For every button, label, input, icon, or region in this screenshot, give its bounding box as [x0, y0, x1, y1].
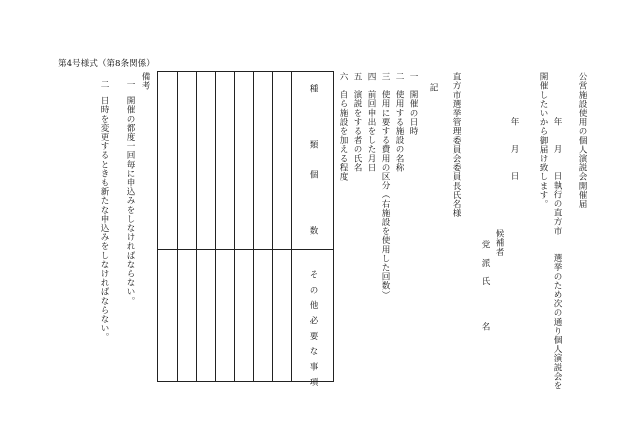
- item-number: 三: [380, 72, 390, 82]
- equipment-table: [157, 71, 334, 388]
- header-count: 個 数: [308, 170, 318, 245]
- form-number: 第4号様式（第8条関係）: [58, 59, 155, 69]
- item-text: 自ら施設を加える程度: [338, 90, 348, 181]
- item-text: 開催の日時: [408, 90, 418, 136]
- addressee: 直方市選挙管理委員会委員長氏名様: [451, 72, 461, 218]
- table-divider: [196, 72, 197, 381]
- body-line-1: 年 月 日執行の直方市 選挙のため次の通り個人演説会を: [552, 117, 562, 390]
- header-other: そ の 他 必 要 な 事 項: [308, 270, 318, 388]
- item-number: 五: [352, 72, 362, 82]
- table-divider: [177, 72, 178, 381]
- item-number: 六: [338, 72, 348, 82]
- header-type: 種 類: [308, 84, 318, 159]
- remark-text: 日時を変更するときも新たな申込みをしなければならない。: [99, 96, 109, 342]
- table-divider: [215, 72, 216, 381]
- remark-text: 開催の都度一回毎に申込みをしなければならない。: [125, 96, 135, 306]
- document-title: 公営施設使用の個人演説会開催届: [577, 72, 587, 209]
- body-line-2: 開催したいから御届け致します。: [538, 72, 548, 209]
- item-text: 前回申出をした月日: [366, 90, 376, 172]
- remark-number: 一: [125, 80, 135, 90]
- item-text: 使用する施設の名称: [394, 90, 404, 172]
- item-text: 演説をする者の氏名: [352, 90, 362, 172]
- table-row-divider: [158, 249, 333, 250]
- submission-date: 年 月 日: [509, 117, 519, 181]
- table-divider: [234, 72, 235, 381]
- table-divider: [253, 72, 254, 381]
- item-number: 四: [366, 72, 376, 82]
- item-text: 使用に要する費用の区分（右施設を使用した回数）: [380, 90, 390, 300]
- table-divider: [291, 72, 292, 381]
- ki-label: 記: [428, 83, 438, 93]
- item-number: 一: [408, 72, 418, 82]
- table-divider: [272, 72, 273, 381]
- remark-number: 二: [99, 80, 109, 90]
- candidate-label: 候補者: [494, 229, 504, 257]
- party-name-label: 党 派 氏 名: [480, 240, 490, 331]
- item-number: 二: [394, 72, 404, 82]
- remarks-title: 備考: [140, 72, 150, 91]
